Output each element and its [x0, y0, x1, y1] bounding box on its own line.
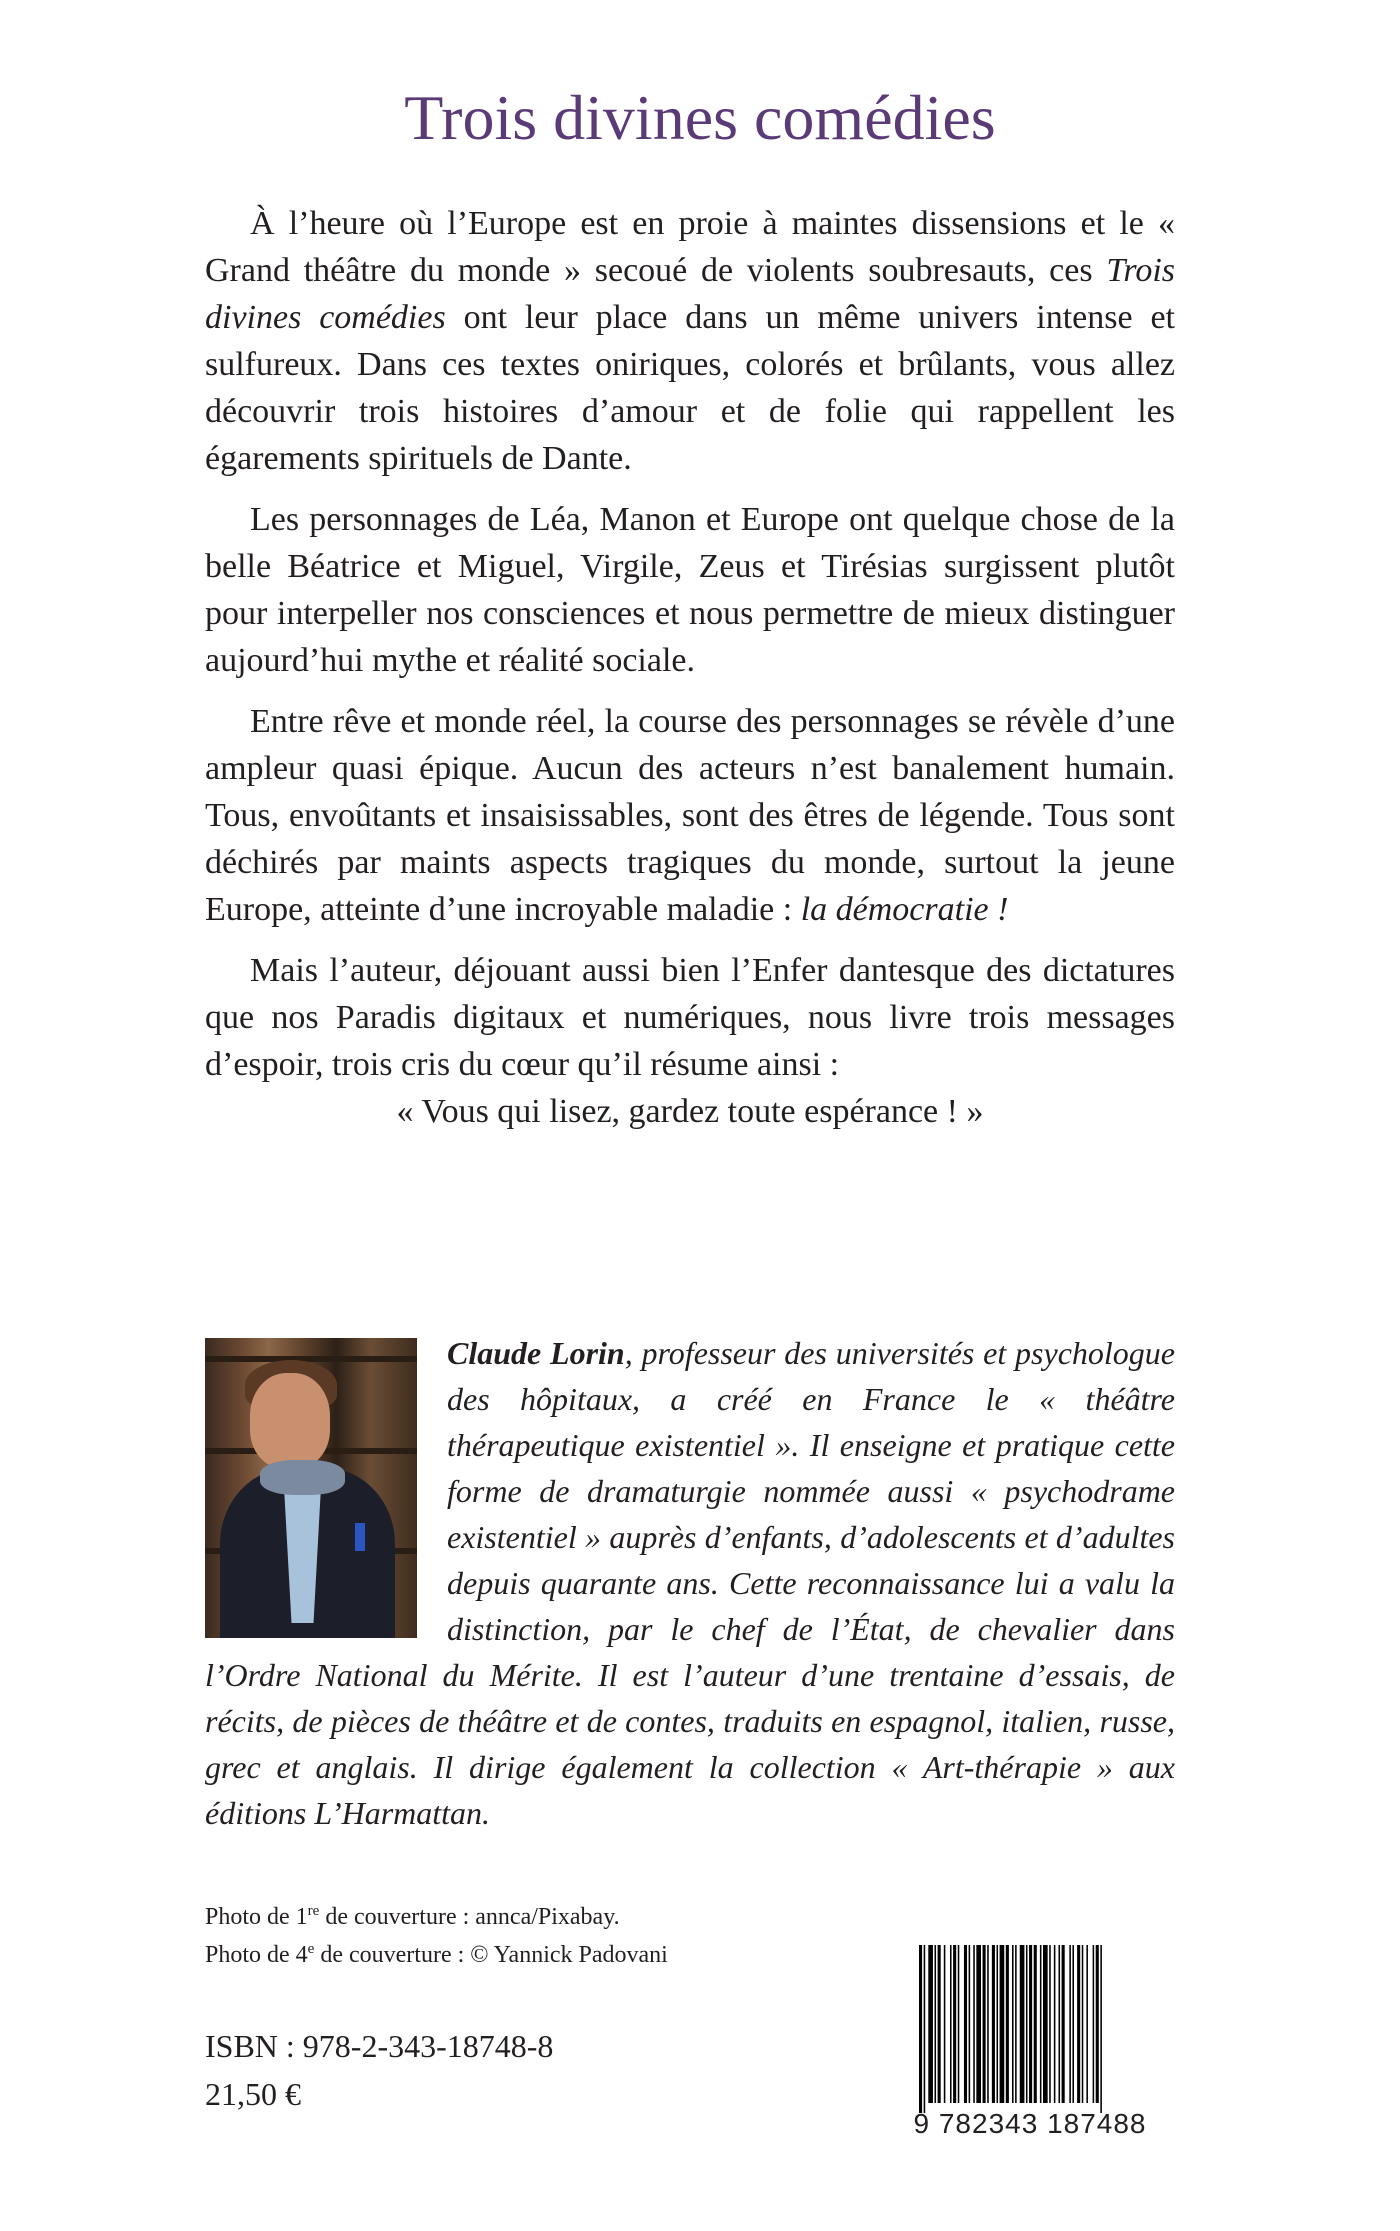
barcode: [915, 1945, 1175, 2135]
credit-sup: e: [307, 1941, 315, 1957]
barcode-bar: [987, 1945, 989, 2103]
barcode-bar: [1077, 1945, 1080, 2103]
barcode-bar: [919, 1945, 922, 2113]
credit-text: de couverture : © Yannick Padovani: [314, 1942, 668, 1968]
barcode-bar: [964, 1945, 967, 2103]
barcode-bar: [1020, 1945, 1025, 2103]
barcode-bar: [1086, 1945, 1088, 2103]
synopsis-paragraph-1: [205, 200, 1175, 482]
credit-line-2: [205, 1933, 668, 1971]
synopsis-paragraph-4: Mais l’auteur, déjouant aussi bien l’Enfer dantesque des dictatures que nos Paradis digitaux et numériques, nous livre trois messages d’espoir, trois cris du cœur qu’il résume ainsi :: [205, 952, 1175, 1083]
synopsis-text: À l’heure où l’Europe est en proie à maintes dissensions et le « Grand théâtre du monde » secoué de violents soubresauts, ces: [205, 205, 1175, 289]
author-name: Claude Lorin: [447, 1335, 625, 1371]
barcode-bar: [924, 1945, 926, 2113]
barcode-bar: [1029, 1945, 1032, 2103]
credit-text: Photo de 4: [205, 1942, 308, 1968]
credit-text: Photo de 1: [205, 1904, 308, 1930]
barcode-bar: [935, 1945, 937, 2103]
author-bio-text: , professeur des universités et psychologue des hôpitaux, a créé en France le « théâtre thérapeutique existentiel ». Il enseigne et pratique cette forme de dramaturgie nommée aussi « psychodrame existentiel » auprès d’enfants, d’adolescents et d’adultes depuis quarante ans. Cette reconnaissance lui a valu la distinction, par le chef de l’État, de chevalier dans l’Ordre National du Mérite. Il est l’auteur d’une trentaine d’essais, de récits, de pièces de théâtre et de contes, traduits en espagnol, italien, russe, grec et anglais. Il dirige également la collection « Art-thérapie » aux éditions L’Harmattan.: [205, 1335, 1176, 1831]
credit-line-1: [205, 1895, 668, 1933]
barcode-bar: [1096, 1945, 1099, 2103]
barcode-bar: [1100, 1945, 1102, 2113]
barcode-bar: [976, 1945, 981, 2103]
author-photo: [205, 1338, 417, 1638]
barcode-bar: [938, 1945, 941, 2103]
barcode-number: 9 782343 187488: [913, 2108, 1147, 2139]
synopsis: [205, 200, 1175, 1149]
credit-text: de couverture : annca/Pixabay.: [319, 1904, 620, 1930]
barcode-bar: [1000, 1945, 1005, 2103]
credit-sup: re: [307, 1903, 320, 1919]
barcode-bar: [1069, 1945, 1071, 2103]
author-bio: [205, 1330, 1175, 1836]
barcode-bar: [1015, 1945, 1017, 2103]
barcode-bar: [1034, 1945, 1037, 2103]
barcode-bar: [1059, 1945, 1061, 2103]
barcode-bar: [1072, 1945, 1074, 2103]
barcode-bar: [1049, 1945, 1051, 2103]
barcode-bar: [1006, 1945, 1009, 2103]
barcode-bar: [1062, 1945, 1065, 2103]
synopsis-text: Entre rêve et monde réel, la course des personnages se révèle d’une ampleur quasi épique. Aucun des acteurs n’est banalement humain. Tous, envoûtants et insaisissables, sont des êtres de légende. Tous sont déchirés par maints aspects tragiques du monde, surtout la jeune Europe, atteinte d’une incroyable maladie :: [205, 703, 1175, 928]
barcode-bar: [944, 1945, 946, 2103]
synopsis-text: ont leur place dans un même univers intense et sulfureux. Dans ces textes oniriques, colorés et brûlants, vous allez découvrir trois histoires d’amour et de folie qui rappellent les égarements spirituels de Dante.: [205, 299, 1176, 477]
barcode-bar: [1054, 1945, 1056, 2103]
synopsis-paragraph-3: [205, 698, 1175, 933]
barcode-bar: [958, 1945, 960, 2103]
barcode-bar: [1040, 1945, 1042, 2103]
photo-credits: [205, 1895, 668, 1971]
barcode-bar: [953, 1945, 956, 2103]
synopsis-quote: « Vous qui lisez, gardez toute espérance ! »: [396, 1093, 984, 1130]
barcode-bar: [997, 1945, 999, 2103]
emphasis-text: la démocratie !: [800, 891, 1009, 928]
barcode-bar: [1043, 1945, 1048, 2103]
barcode-bar: [1093, 1945, 1095, 2103]
barcode-bar: [969, 1945, 971, 2103]
barcode-bar: [983, 1945, 986, 2103]
barcode-bar: [1082, 1945, 1084, 2103]
synopsis-paragraph-2: Les personnages de Léa, Manon et Europe ont quelque chose de la belle Béatrice et Miguel, Virgile, Zeus et Tirésias surgissent plutôt pour interpeller nos consciences et nous permettre de mieux distinguer aujourd’hui mythe et réalité sociale.: [205, 501, 1175, 679]
barcode-bar: [1026, 1945, 1028, 2103]
isbn-price-block: [205, 2022, 553, 2118]
barcode-bar: [950, 1945, 952, 2103]
barcode-bar: [992, 1945, 995, 2103]
book-title-italic: Trois divines comédies: [205, 252, 1175, 336]
barcode-bar: [1012, 1945, 1014, 2103]
isbn: ISBN : 978-2-343-18748-8: [205, 2028, 554, 2064]
book-title: Trois divines comédies: [404, 82, 996, 153]
barcode-bar: [928, 1945, 933, 2103]
price: 21,50 €: [205, 2076, 301, 2112]
barcode-bar: [973, 1945, 975, 2103]
